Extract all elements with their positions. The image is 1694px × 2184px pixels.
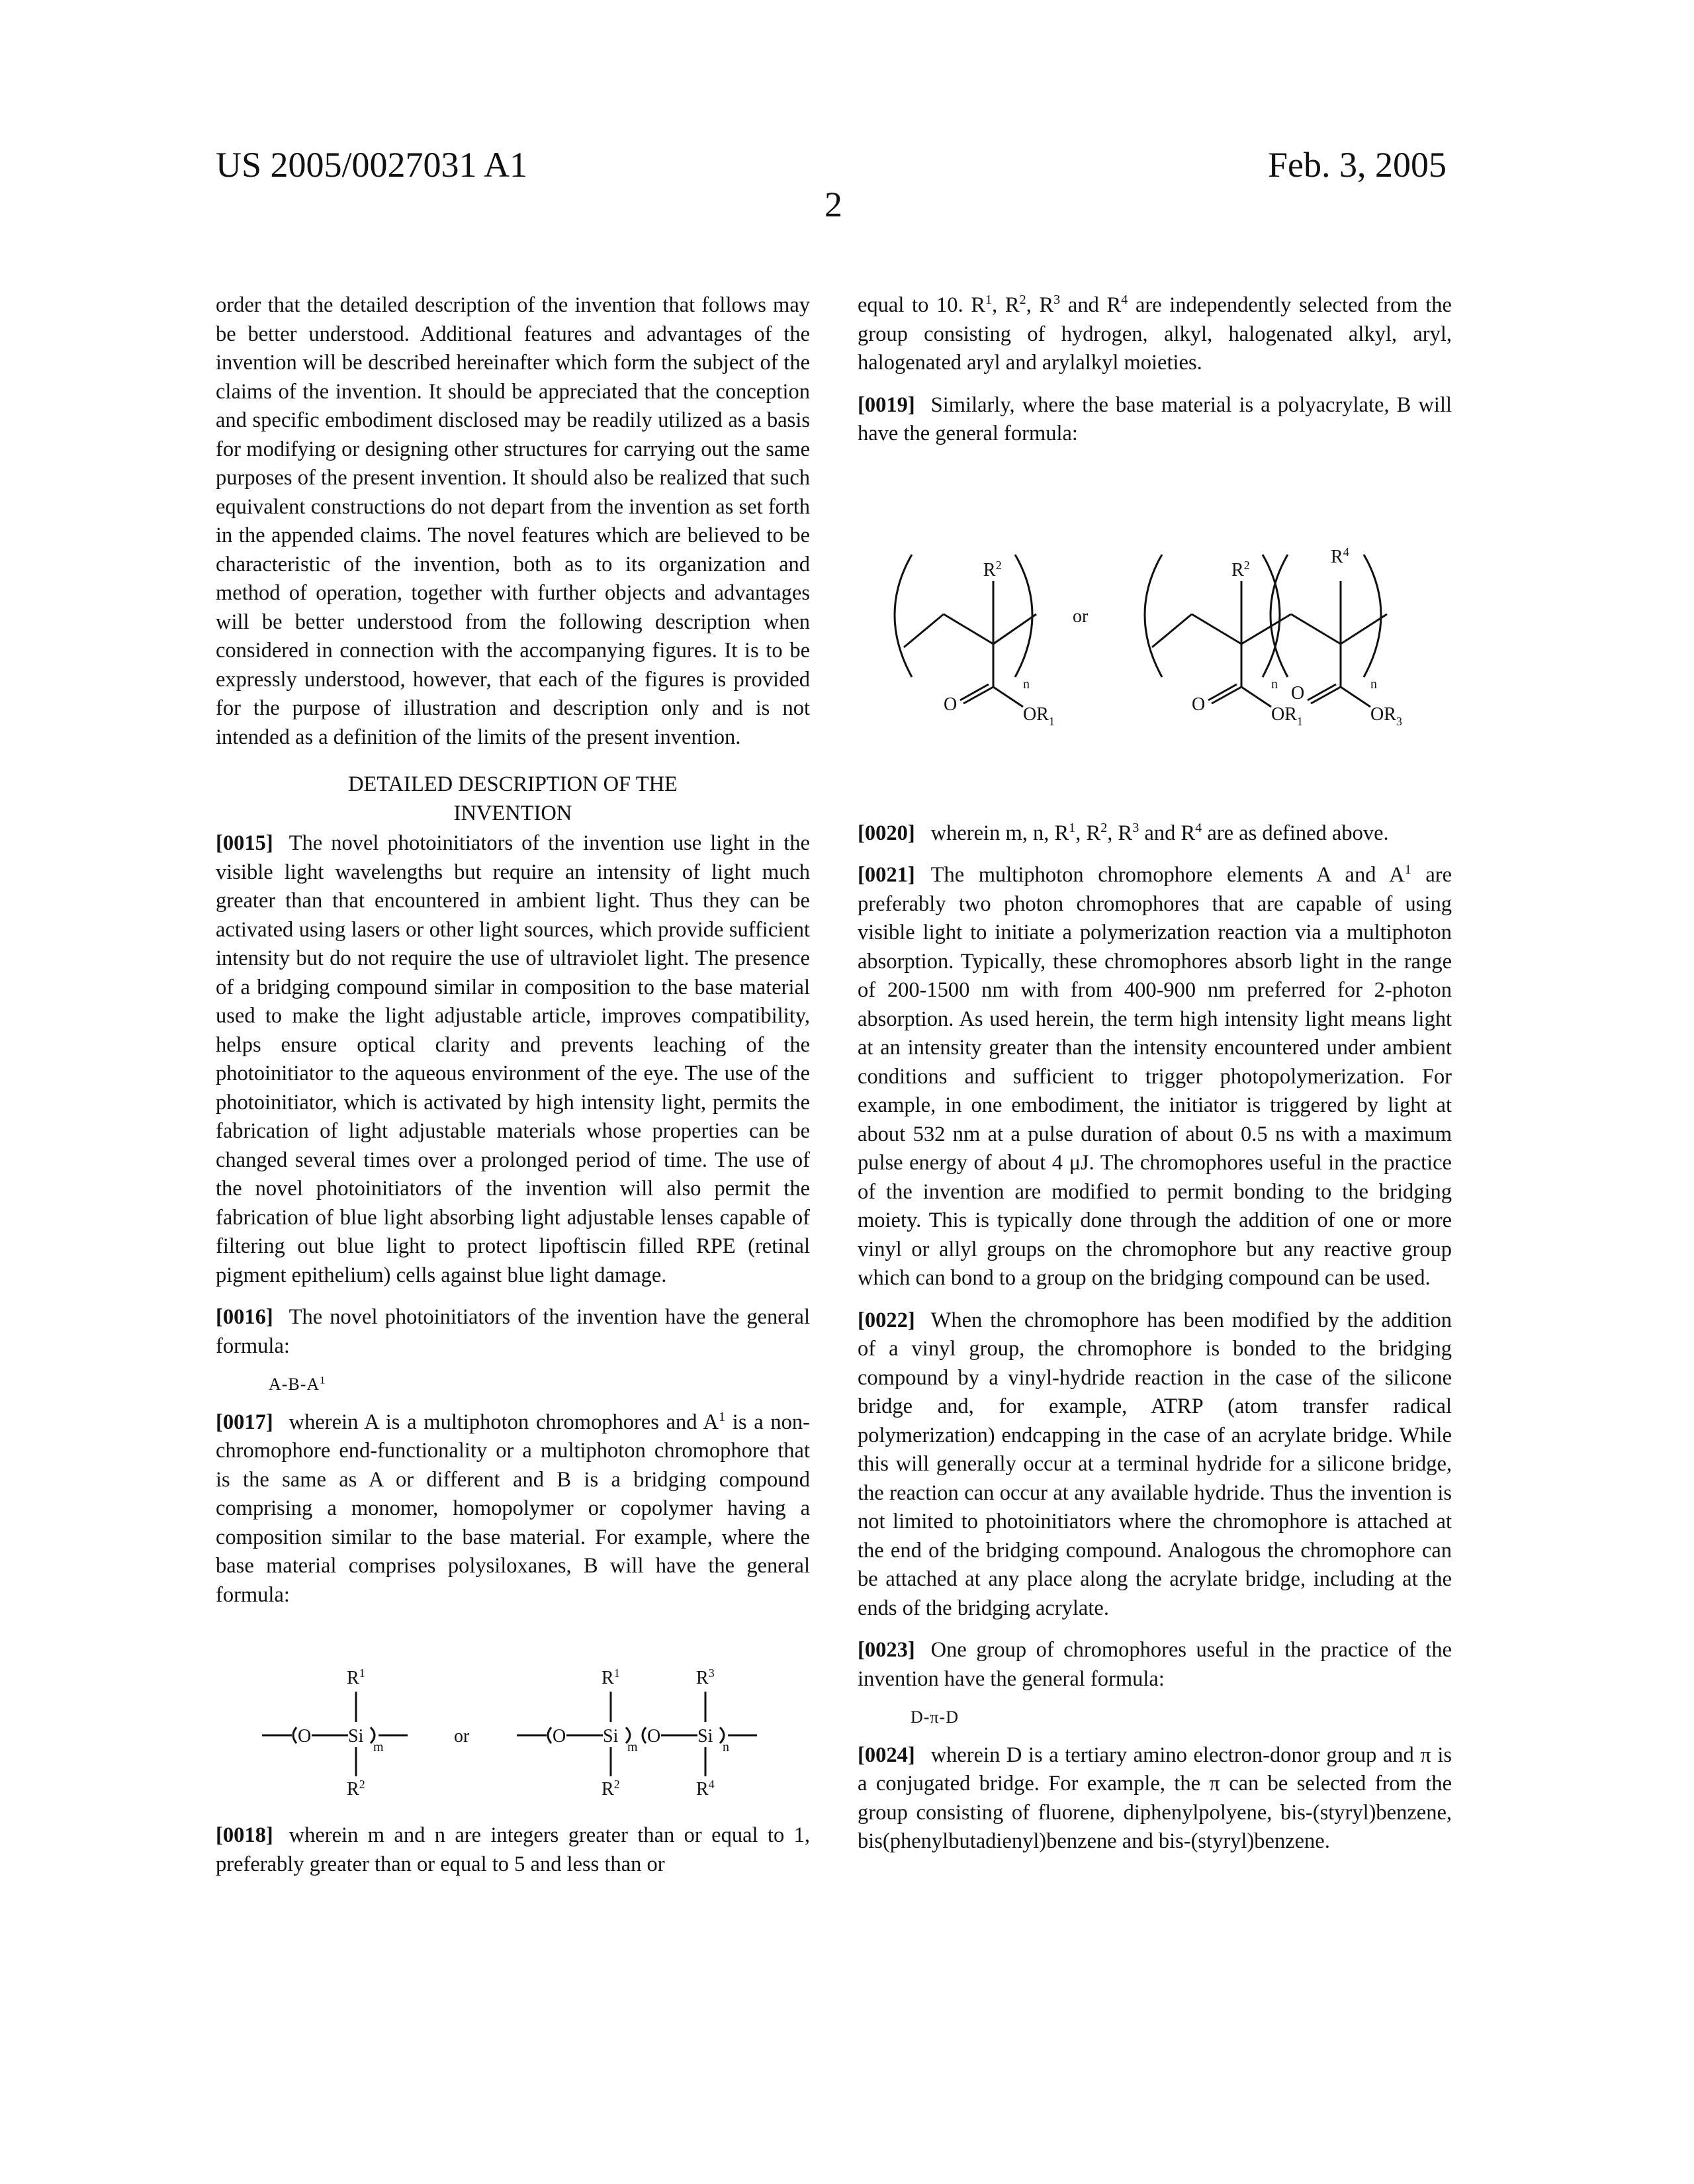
formula-main: A-B-A xyxy=(269,1375,320,1394)
acrylate-r4-label: R4 xyxy=(1331,545,1349,567)
paragraph-0024 xyxy=(858,1741,1452,1856)
paragraph-0015 xyxy=(216,829,810,1290)
formula-sup: 1 xyxy=(320,1375,326,1386)
page-number: 2 xyxy=(825,187,842,222)
siloxane-r1b-label: R1 xyxy=(602,1666,620,1688)
formula-d-pi-d: D-π-D xyxy=(911,1703,1452,1732)
text-run: , R xyxy=(992,293,1019,317)
paragraph-0017 xyxy=(216,1408,810,1610)
superscript: 3 xyxy=(1132,821,1139,835)
superscript: 1 xyxy=(1405,862,1411,877)
text-run: wherein m, n, R xyxy=(931,821,1069,845)
siloxane-n-label: n xyxy=(723,1740,729,1754)
text-run: are independently selected from the group consisting of hydrogen, alkyl, halogenated alkyl, aryl, halogenated aryl and arylalkyl moieties. xyxy=(858,293,1452,375)
paragraph-tag: [0015] xyxy=(216,831,273,855)
text-run: , R xyxy=(1026,293,1053,317)
text-run: are preferably two photon chromophores that are capable of using visible light to initiate a polymerization reaction via a multiphoton absorption. Typically, these chromophores absorb light in the range of 200-1500 nm with from 400-900 nm preferred for 2-photon absorption. As used herein, the term high intensity light means light at an intensity greater than the intensity encountered under ambient conditions and sufficient to trigger photopolymerization. For example, in one embodiment, the initiator is triggered by light at about 532 nm at a pulse duration of about 0.5 ns with a maximum pulse energy of about 4 μJ. The chromophores useful in the practice of the invention are modified to permit bonding to the bridging moiety. This is typically done through the addition of one or more vinyl or allyl groups on the chromophore but any reactive group which can bond to a group on the bridging compound can be used. xyxy=(858,863,1452,1290)
siloxane-m2-label: m xyxy=(627,1740,638,1754)
superscript: 1 xyxy=(719,1410,725,1424)
siloxane-r2b-label: R2 xyxy=(602,1778,620,1799)
siloxane-r4-label: R4 xyxy=(696,1778,715,1799)
siloxane-o2-label: O xyxy=(553,1726,566,1747)
intro-paragraph: order that the detailed description of the invention that follows may be better understood. Additional features and advantages of the invention will be described hereinafter which form the subject of the claims of the invention. It should be appreciated that the conception and specific embodiment disclosed may be readily utilized as a basis for modifying or designing other structures for carrying out the same purposes of the present invention. It should also be realized that such equivalent constructions do not depart from the invention as set forth in the appended claims. The novel features which are believed to be characteristic of the invention, both as to its organization and method of operation, together with further objects and advantages will be better understood from the following description when considered in connection with the accompanying figures. It is to be expressly understood, however, that each of the figures is provided for the purpose of illustration and description only and is not intended as a definition of the limits of the present invention. xyxy=(216,291,810,752)
section-heading-line1: DETAILED DESCRIPTION OF THE xyxy=(216,770,810,799)
paragraph-tag: [0017] xyxy=(216,1410,273,1434)
acrylate-or1-label: OR1 xyxy=(1023,704,1055,728)
acrylate-n-label: n xyxy=(1023,677,1030,692)
formula-a-b-a xyxy=(269,1370,810,1399)
paragraph-text: wherein D is a tertiary amino electron-donor group and π is a conjugated bridge. For example, the π can be selected from the group consisting of fluorene, diphenylpolyene, bis-(styryl)benzene, bis(phenylbutadienyl)benzene and bis-(styryl)benzene. xyxy=(858,1743,1452,1854)
publication-number: US 2005/0027031 A1 xyxy=(216,147,527,183)
superscript: 4 xyxy=(1195,821,1202,835)
siloxane-si2-label: Si xyxy=(603,1726,619,1747)
text-run: equal to 10. R xyxy=(858,293,985,317)
polysiloxane-structure xyxy=(216,1610,810,1808)
acrylate-or1b-label: OR1 xyxy=(1271,704,1303,728)
paragraph-0020 xyxy=(858,819,1452,848)
paragraph-text: Similarly, where the base material is a polyacrylate, B will have the general formula: xyxy=(858,393,1452,446)
continuation-paragraph xyxy=(858,291,1452,378)
paragraph-0016 xyxy=(216,1303,810,1361)
text-run: , R xyxy=(1075,821,1100,845)
text-run: The multiphoton chromophore elements A and A xyxy=(931,863,1405,887)
acrylate-o-label: O xyxy=(944,694,957,715)
paragraph-text: wherein A is a multiphoton chromophores and A xyxy=(289,1410,719,1434)
acrylate-or-label: or xyxy=(1073,606,1089,627)
superscript: 2 xyxy=(1020,293,1026,307)
paragraph-tag: [0022] xyxy=(858,1308,915,1332)
paragraph-0019 xyxy=(858,391,1452,449)
siloxane-or-label: or xyxy=(454,1726,470,1747)
paragraph-tag: [0023] xyxy=(858,1638,915,1662)
siloxane-si3-label: Si xyxy=(697,1726,713,1747)
superscript: 4 xyxy=(1121,293,1128,307)
right-column xyxy=(858,291,1452,1856)
polyacrylate-structure xyxy=(858,449,1452,819)
section-heading xyxy=(216,770,810,828)
text-run: and R xyxy=(1060,293,1121,317)
text-run: are as defined above. xyxy=(1202,821,1388,845)
paragraph-text: is a non-chromophore end-functionality or a multiphoton chromophore that is the same as A or different and B is a bridging compound comprising a monomer, homopolymer or copolymer having a composition similar to the base material. For example, where the base material comprises polysiloxanes, B will have the general formula: xyxy=(216,1410,810,1607)
siloxane-r2-label: R2 xyxy=(347,1778,365,1799)
paragraph-0018 xyxy=(216,1821,810,1879)
text-run: and R xyxy=(1139,821,1195,845)
siloxane-o3-label: O xyxy=(647,1726,660,1747)
superscript: 2 xyxy=(1100,821,1107,835)
paragraph-text: One group of chromophores useful in the practice of the invention have the general formula: xyxy=(858,1638,1452,1691)
paragraph-tag: [0024] xyxy=(858,1743,915,1767)
text-run: , R xyxy=(1107,821,1132,845)
paragraph-tag: [0019] xyxy=(858,393,915,417)
superscript: 1 xyxy=(985,293,992,307)
publication-date: Feb. 3, 2005 xyxy=(1268,147,1447,183)
paragraph-text: The novel photoinitiators of the invention use light in the visible light wavelengths but require an intensity of light much greater than that encountered in ambient light. Thus they can be activated using lasers or other light sources, which provide sufficient intensity but do not require the use of ultraviolet light. The presence of a bridging compound similar in composition to the base material used to make the light adjustable article, improves compatibility, helps ensure optical clarity and prevents leaching of the photoinitiator to the aqueous environment of the eye. The use of the photoinitiator, which is activated by high intensity light, permits the fabrication of light adjustable materials whose properties can be changed several times over a prolonged period of time. The use of the novel photoinitiators of the invention will also permit the fabrication of blue light absorbing light adjustable lenses capable of filtering out blue light to protect lipoftiscin filled RPE (retinal pigment epithelium) cells against blue light damage. xyxy=(216,831,810,1287)
paragraph-0022 xyxy=(858,1306,1452,1623)
paragraph-tag: [0021] xyxy=(858,863,915,887)
siloxane-si-label: Si xyxy=(348,1726,364,1747)
acrylate-n2-label: n xyxy=(1271,677,1278,692)
siloxane-m-label: m xyxy=(373,1740,384,1754)
paragraph-text: wherein m and n are integers greater than or equal to 1, preferably greater than or equal to 5 and less than or xyxy=(216,1823,810,1876)
acrylate-or3-label: OR3 xyxy=(1370,704,1402,728)
paragraph-text: The novel photoinitiators of the invention have the general formula: xyxy=(216,1305,810,1358)
acrylate-n3-label: n xyxy=(1370,677,1377,692)
paragraph-0023 xyxy=(858,1636,1452,1694)
siloxane-r3-label: R3 xyxy=(696,1666,715,1688)
acrylate-r2b-label: R2 xyxy=(1231,559,1250,580)
paragraph-0021 xyxy=(858,861,1452,1293)
paragraph-tag: [0016] xyxy=(216,1305,273,1329)
acrylate-r2-label: R2 xyxy=(983,559,1002,580)
paragraph-text: When the chromophore has been modified by the addition of a vinyl group, the chromophore is bonded to the bridging compound by a vinyl-hydride reaction in the case of the silicone bridge and, for example, ATRP (atom transfer radical polymerization) endcapping in the case of an acrylate bridge. While this will generally occur at a terminal hydride for a silicone bridge, the reaction can occur at any available hydride. Thus the invention is not limited to photoinitiators where the chromophore is attached at the end of the bridging compound. Analogous the chromophore can be attached at any place along the acrylate bridge, including at the ends of the bridging acrylate. xyxy=(858,1308,1452,1620)
superscript: 1 xyxy=(1069,821,1075,835)
paragraph-tag: [0018] xyxy=(216,1823,273,1847)
acrylate-o2-label: O xyxy=(1192,694,1205,715)
left-column xyxy=(216,291,810,1879)
acrylate-o3-label: O xyxy=(1291,683,1304,704)
section-heading-line2: INVENTION xyxy=(216,799,810,829)
superscript: 3 xyxy=(1053,293,1060,307)
siloxane-o-label: O xyxy=(298,1726,311,1747)
siloxane-r1-label: R1 xyxy=(347,1666,365,1688)
paragraph-tag: [0020] xyxy=(858,821,915,845)
